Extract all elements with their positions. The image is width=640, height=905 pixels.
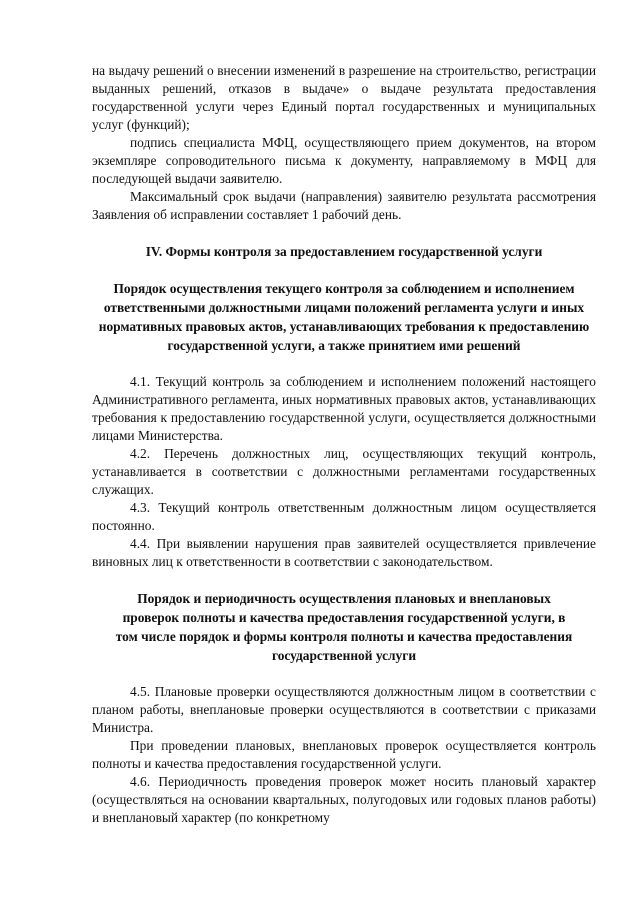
section-title: IV. Формы контроля за предоставлением государственной услуги <box>145 244 543 259</box>
body-paragraph: 4.4. При выявлении нарушения прав заявителей осуществляется привлечение виновных лиц к ответственности в соответствии с законодательством. <box>92 536 596 569</box>
body-paragraph: подпись специалиста МФЦ, осуществляющего прием документов, на втором экземпляре сопроводительного письма к документу, направляемому в МФЦ для последующей выдачи заявителю. <box>92 135 596 186</box>
body-paragraph: на выдачу решений о внесении изменений в разрешение на строительство, регистрации выданных решений, отказов в выдаче» о выдаче результата предоставления государственной услуги через Единый портал государственных и муниципальных услуг (функций); <box>92 63 596 132</box>
body-paragraph: 4.1. Текущий контроль за соблюдением и исполнением положений настоящего Административного регламента, иных нормативных правовых актов, устанавливающих требования к предоставлению государственной услуги, осуществляется должностными лицами Министерства. <box>92 374 596 443</box>
body-paragraph: 4.3. Текущий контроль ответственным должностным лицом осуществляется постоянно. <box>92 500 596 533</box>
body-paragraph: 4.5. Плановые проверки осуществляются должностным лицом в соответствии с планом работы, внеплановые проверки осуществляются в соответствии с приказами Министра. <box>92 684 596 735</box>
subsection-title: Порядок осуществления текущего контроля за соблюдением и исполнением ответственными должностными лицами положений регламента услуги и иных нормативных правовых актов, устанавливающих требования к предоставлению государственной услуги, а также принятием ими решений <box>98 281 590 353</box>
body-paragraph: При проведении плановых, внеплановых проверок осуществляется контроль полноты и качества предоставления государственной услуги. <box>92 738 596 771</box>
body-paragraph: 4.2. Перечень должностных лиц, осуществляющих текущий контроль, устанавливается в соответствии с должностными регламентами государственных служащих. <box>92 446 596 497</box>
body-paragraph: Максимальный срок выдачи (направления) заявителю результата рассмотрения Заявления об исправлении составляет 1 рабочий день. <box>92 189 596 222</box>
subsection-title: Порядок и периодичность осуществления плановых и внеплановых проверок полноты и качества предоставления государственной услуги, в том числе порядок и формы контроля полноты и качества предоставления государственной услуги <box>115 591 573 663</box>
body-paragraph: 4.6. Периодичность проведения проверок может носить плановый характер (осуществляться на основании квартальных, полугодовых или годовых планов работы) и внеплановый характер (по конкретному <box>92 774 596 825</box>
